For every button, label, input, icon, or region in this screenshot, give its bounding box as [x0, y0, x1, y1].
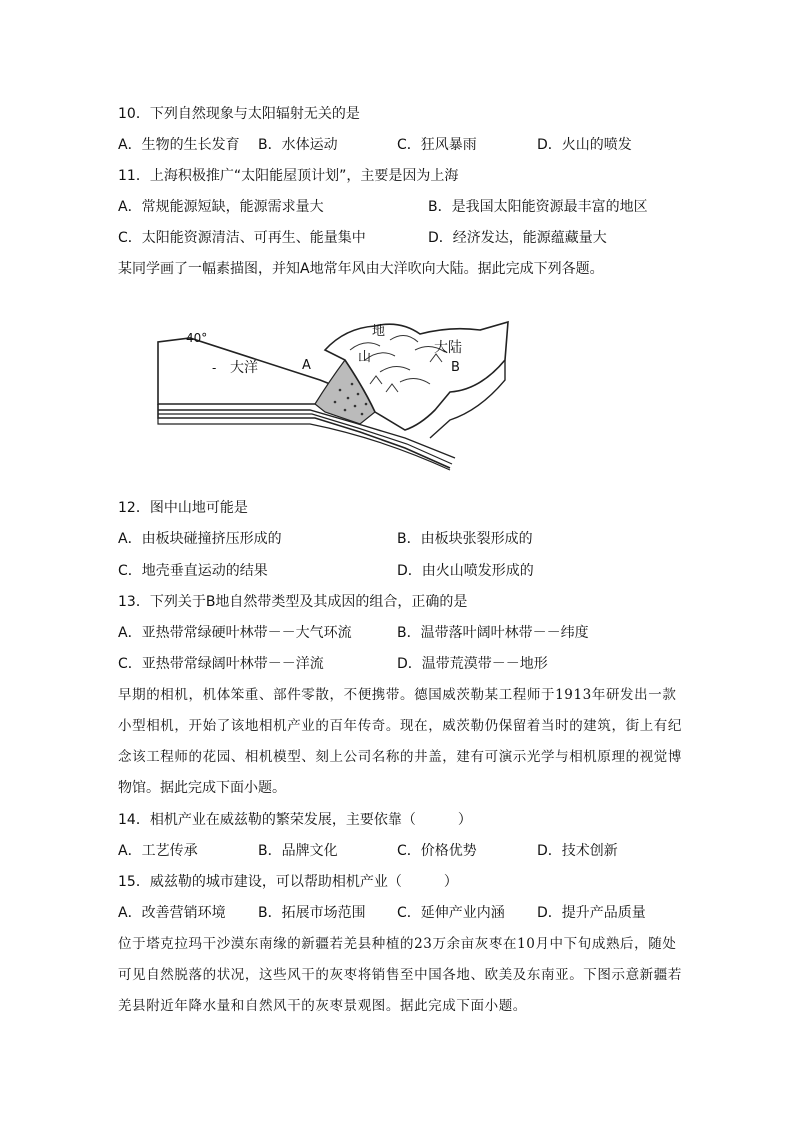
diagram-label-continent: 大陆 — [434, 340, 462, 356]
q14-option-d[interactable]: D．技术创新 — [537, 843, 618, 859]
q15-option-d[interactable]: D．提升产品质量 — [537, 905, 646, 921]
q11-option-d[interactable]: D．经济发达，能源蕴藏量大 — [428, 230, 607, 246]
q11-stem: 11．上海积极推广“太阳能屋顶计划”，主要是因为上海 — [118, 168, 459, 184]
intro-camera-line-2: 小型相机，开始了该地相机产业的百年传奇。现在，威茨勒仍保留着当时的建筑，街上有纪 — [118, 718, 682, 734]
q12-stem: 12．图中山地可能是 — [118, 500, 248, 516]
q10-option-d[interactable]: D．火山的喷发 — [537, 137, 632, 153]
q14-stem: 14．相机产业在威兹勒的繁荣发展，主要依靠（ ） — [118, 812, 472, 828]
q15-option-a[interactable]: A．改善营销环境 — [118, 905, 226, 921]
q15-stem: 15．威兹勒的城市建设，可以帮助相机产业（ ） — [118, 874, 458, 890]
diagram-label-a: A — [302, 358, 311, 373]
q11-option-c[interactable]: C．太阳能资源清洁、可再生、能量集中 — [118, 230, 366, 246]
intro-camera-line-1: 早期的相机，机体笨重、部件零散，不便携带。德国威茨勒某工程师于1913年研发出一款 — [118, 687, 677, 703]
intro-camera-line-4: 物馆。据此完成下面小题。 — [118, 780, 286, 796]
q13-option-c[interactable]: C．亚热带常绿阔叶林带－－洋流 — [118, 656, 324, 672]
intro-camera-line-3: 念该工程师的花园、相机模型、刻上公司名称的井盖，建有可演示光学与相机原理的视觉博 — [118, 749, 682, 765]
q11-option-a[interactable]: A．常规能源短缺，能源需求量大 — [118, 199, 324, 215]
q13-option-d[interactable]: D．温带荒漠带－－地形 — [397, 656, 548, 672]
q11-option-b[interactable]: B．是我国太阳能资源最丰富的地区 — [428, 199, 648, 215]
intro-jujube-line-2: 可见自然脱落的状况，这些风干的灰枣将销售至中国各地、欧美及东南亚。下图示意新疆若 — [118, 967, 682, 983]
q14-option-c[interactable]: C．价格优势 — [397, 843, 477, 859]
q12-option-b[interactable]: B．由板块张裂形成的 — [397, 531, 533, 547]
q15-option-c[interactable]: C．延伸产业内涵 — [397, 905, 505, 921]
q15-option-b[interactable]: B．拓展市场范围 — [258, 905, 366, 921]
diagram-label-ocean: 大洋 — [230, 360, 258, 376]
q10-option-a[interactable]: A．生物的生长发育 — [118, 137, 240, 153]
q12-option-c[interactable]: C．地壳垂直运动的结果 — [118, 563, 268, 579]
diagram-label-40deg: 40° — [186, 331, 208, 345]
q10-stem: 10．下列自然现象与太阳辐射无关的是 — [118, 106, 360, 122]
diagram-label-mountain-char1: 山 — [358, 350, 372, 365]
intro-sketch: 某同学画了一幅素描图，并知A地常年风由大洋吹向大陆。据此完成下列各题。 — [118, 261, 604, 277]
q14-option-a[interactable]: A．工艺传承 — [118, 843, 198, 859]
q14-option-b[interactable]: B．品牌文化 — [258, 843, 338, 859]
q10-option-c[interactable]: C．狂风暴雨 — [397, 137, 477, 153]
q12-option-d[interactable]: D．由火山喷发形成的 — [397, 563, 534, 579]
q13-option-b[interactable]: B．温带落叶阔叶林带－－纬度 — [397, 625, 589, 641]
q10-option-b[interactable]: B．水体运动 — [258, 137, 338, 153]
intro-jujube-line-1: 位于塔克拉玛干沙漠东南缘的新疆若羌县种植的23万余亩灰枣在10月中下旬成熟后，随处 — [118, 936, 677, 952]
q13-option-a[interactable]: A．亚热带常绿硬叶林带－－大气环流 — [118, 625, 352, 641]
diagram-label-mountain-char2: 地 — [372, 324, 386, 339]
intro-jujube-line-3: 羌县附近年降水量和自然风干的灰枣景观图。据此完成下面小题。 — [118, 998, 527, 1014]
diagram-label-b: B — [451, 360, 460, 375]
q12-option-a[interactable]: A．由板块碰撞挤压形成的 — [118, 531, 282, 547]
q13-stem: 13．下列关于B地自然带类型及其成因的组合，正确的是 — [118, 594, 468, 610]
diagram-label-dash: - — [212, 361, 217, 375]
